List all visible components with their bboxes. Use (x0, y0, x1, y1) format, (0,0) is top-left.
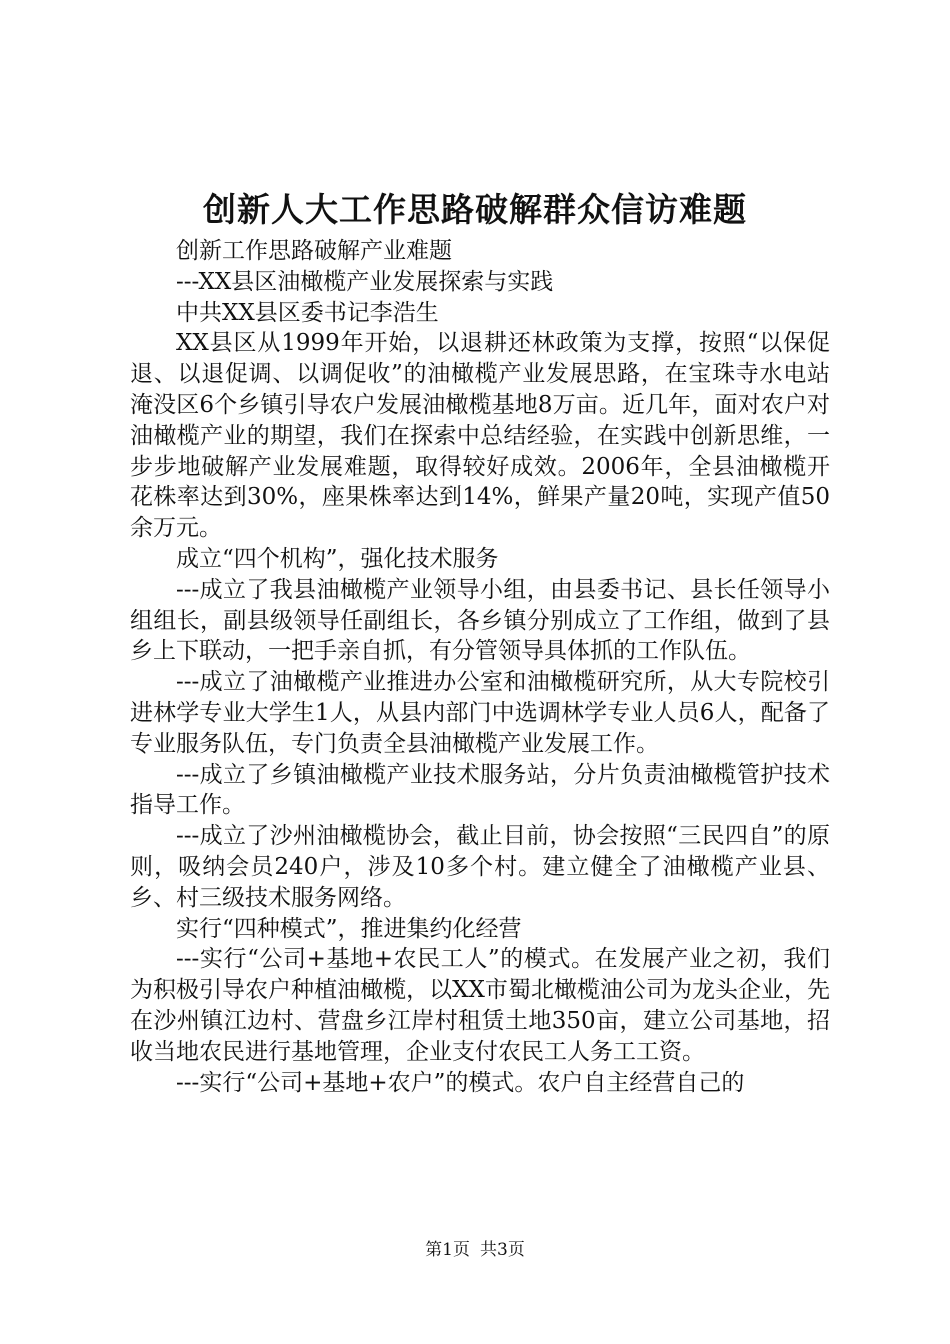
subtitle-line: 创新工作思路破解产业难题 (176, 238, 452, 264)
body-paragraph: ---成立了我县油橄榄产业领导小组，由县委书记、县长任领导小组组长，副县级领导任副组长，各乡镇分别成立了工作组，做到了县乡上下联动，一把手亲自抓，有分管领导具体抓的工作队伍。 (130, 576, 830, 665)
body-paragraph: ---实行“公司+基地+农民工人”的模式。在发展产业之初，我们为积极引导农户种植油橄榄，以XX市蜀北橄榄油公司为龙头企业，先在沙州镇江边村、营盘乡江岸村租赁土地350亩，建立公司基地，招收当地农民进行基地管理，企业支付农民工人务工工资。 (130, 946, 830, 1065)
body-paragraph: XX县区从1999年开始，以退耕还林政策为支撑，按照“以保促退、以退促调、以调促收”的油橄榄产业发展思路，在宝珠寺水电站淹没区6个乡镇引导农户发展油橄榄基地8万亩。近几年，面对农户对油橄榄产业的期望，我们在探索中总结经验，在实践中创新思维，一步步地破解产业发展难题，取得较好成效。2006年，全县油橄榄开花株率达到30%，座果株率达到14%，鲜果产量20吨，实现产值50余万元。 (130, 330, 830, 542)
section-heading: 成立“四个机构”，强化技术服务 (176, 545, 499, 572)
page-number: 第1页 (425, 1240, 470, 1260)
page-footer (0, 1238, 950, 1262)
body-paragraph: ---成立了乡镇油橄榄产业技术服务站，分片负责油橄榄管护技术指导工作。 (130, 761, 830, 819)
subtitle-line: ---XX县区油橄榄产业发展探索与实践 (176, 268, 554, 295)
document-body (130, 236, 830, 1098)
page-total: 共3页 (480, 1240, 525, 1260)
body-paragraph: ---成立了油橄榄产业推进办公室和油橄榄研究所，从大专院校引进林学专业大学生1人，从县内部门中选调林学专业人员6人，配备了专业服务队伍，专门负责全县油橄榄产业发展工作。 (130, 669, 830, 757)
body-paragraph: ---实行“公司+基地+农户”的模式。农户自主经营自己的 (176, 1069, 745, 1096)
author-line: 中共XX县区委书记李浩生 (176, 299, 439, 326)
document-title: 创新人大工作思路破解群众信访难题 (203, 190, 747, 229)
body-paragraph: ---成立了沙州油橄榄协会，截止目前，协会按照“三民四自”的原则，吸纳会员240户，涉及10多个村。建立健全了油橄榄产业县、乡、村三级技术服务网络。 (130, 823, 830, 911)
section-heading: 实行“四种模式”，推进集约化经营 (176, 915, 522, 942)
